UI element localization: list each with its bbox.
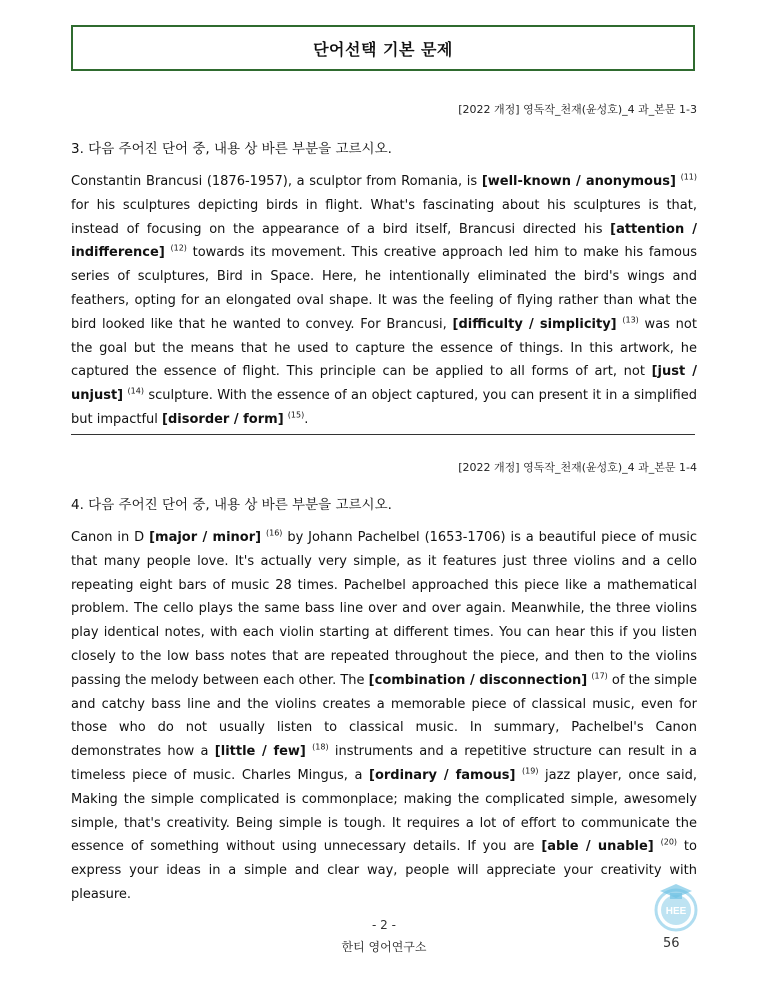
passage-text (654, 839, 661, 854)
word-choice[interactable]: [ordinary / famous] (369, 767, 516, 783)
sheet-number: 56 (663, 936, 680, 951)
section-divider (71, 434, 695, 435)
word-choice[interactable]: [little / few] (214, 744, 306, 760)
passage-text: by Johann Pachelbel (1653-1706) is a beautiful piece of music that many people love. It's actually very simple, as it features just three violins and a cello repeating eight bars of music 28 times. Pachelbel approached this piece like a mathematical problem. The cello plays the same bass line over and over again. Meanwhile, the three violins play identical notes, with each violin starting at different times. You can hear this if you listen closely to the low bass notes that are repeated throughout the piece, and then to the violins passing the melody between each other. The (71, 530, 697, 688)
passage-text: to express your ideas in a simple and clear way, people will appreciate your creativity with pleasure. (71, 839, 697, 902)
passage-text: for his sculptures depicting birds in flight. What's fascinating about his sculptures is that, instead of focusing on the appearance of a bird itself, Brancusi directed his (71, 197, 697, 237)
word-choice[interactable]: [able / unable] (541, 839, 654, 855)
question-number: (15) (287, 410, 305, 420)
section-2-passage (71, 526, 697, 907)
passage-text: of the simple and catchy bass line and the violins creates a memorable piece of classical music, even for those who do not usually listen to classical music. In summary, Pachelbel's Canon demonstrates how a (71, 672, 697, 760)
page-number: - 2 - (372, 918, 396, 932)
logo-text: HEE (665, 906, 687, 917)
word-choice[interactable]: [disorder / form] (162, 411, 284, 427)
section-2-question: 4. 다음 주어진 단어 중, 내용 상 바른 부분을 고르시오. (71, 497, 392, 513)
page-title-box (71, 25, 695, 71)
passage-text: jazz player, once said, Making the simple complicated is commonplace; making the complicated simple, awesomely simple, that's creativity. Being simple is tough. It requires a lot of effort to communicate the essence of something without using unnecessary details. If you are (71, 767, 697, 855)
section-2-source: [2022 개정] 영독작_천재(윤성호)_4 과_본문 1-4 (458, 461, 697, 474)
passage-text: instruments and a repetitive structure can result in a timeless piece of music. Charles Mingus, a (71, 744, 697, 783)
question-number: (20) (660, 838, 678, 848)
word-choice[interactable]: [just / unjust] (71, 364, 697, 404)
passage-text: towards its movement. This creative approach led him to make his famous series of sculptures, Bird in Space. Here, he intentionally eliminated the bird's wings and feathers, opting for an elongated oval shape. It was the feeling of flying rather than what the bird looked like that he wanted to convey. For Brancusi, (71, 245, 697, 332)
page-title: 단어선택 기본 문제 (313, 39, 453, 59)
word-choice[interactable]: [well-known / anonymous] (481, 174, 676, 189)
word-choice[interactable]: [major / minor] (149, 530, 262, 545)
word-choice[interactable]: [attention / indifference] (71, 221, 697, 261)
passage-text: sculpture. With the essence of an object captured, you can present it in a simplified but impactful (71, 388, 697, 427)
passage-text: Canon in D (71, 530, 150, 545)
question-number: (13) (622, 315, 639, 325)
question-number: (12) (170, 244, 187, 254)
institute-name: 한티 영어연구소 (341, 940, 427, 954)
question-number: (11) (680, 172, 697, 182)
question-number: (17) (591, 671, 608, 681)
passage-text: . (304, 411, 309, 427)
passage-text: Constantin Brancusi (1876-1957), a sculptor from Romania, is (71, 174, 482, 189)
question-number: (14) (127, 386, 144, 396)
section-1-source: [2022 개정] 영독작_천재(윤성호)_4 과_본문 1-3 (458, 103, 697, 116)
question-number: (19) (522, 766, 539, 776)
section-1-passage (71, 170, 697, 432)
section-1-question: 3. 다음 주어진 단어 중, 내용 상 바른 부분을 고르시오. (71, 141, 392, 157)
word-choice[interactable]: [difficulty / simplicity] (452, 316, 617, 332)
word-choice[interactable]: [combination / disconnection] (368, 672, 588, 688)
question-number: (18) (312, 742, 329, 752)
question-number: (16) (265, 528, 283, 538)
passage-text: was not the goal but the means that he used to capture the essence of things. In this artwork, he captured the essence of flight. This principle can be applied to all forms of art, not (71, 316, 697, 380)
